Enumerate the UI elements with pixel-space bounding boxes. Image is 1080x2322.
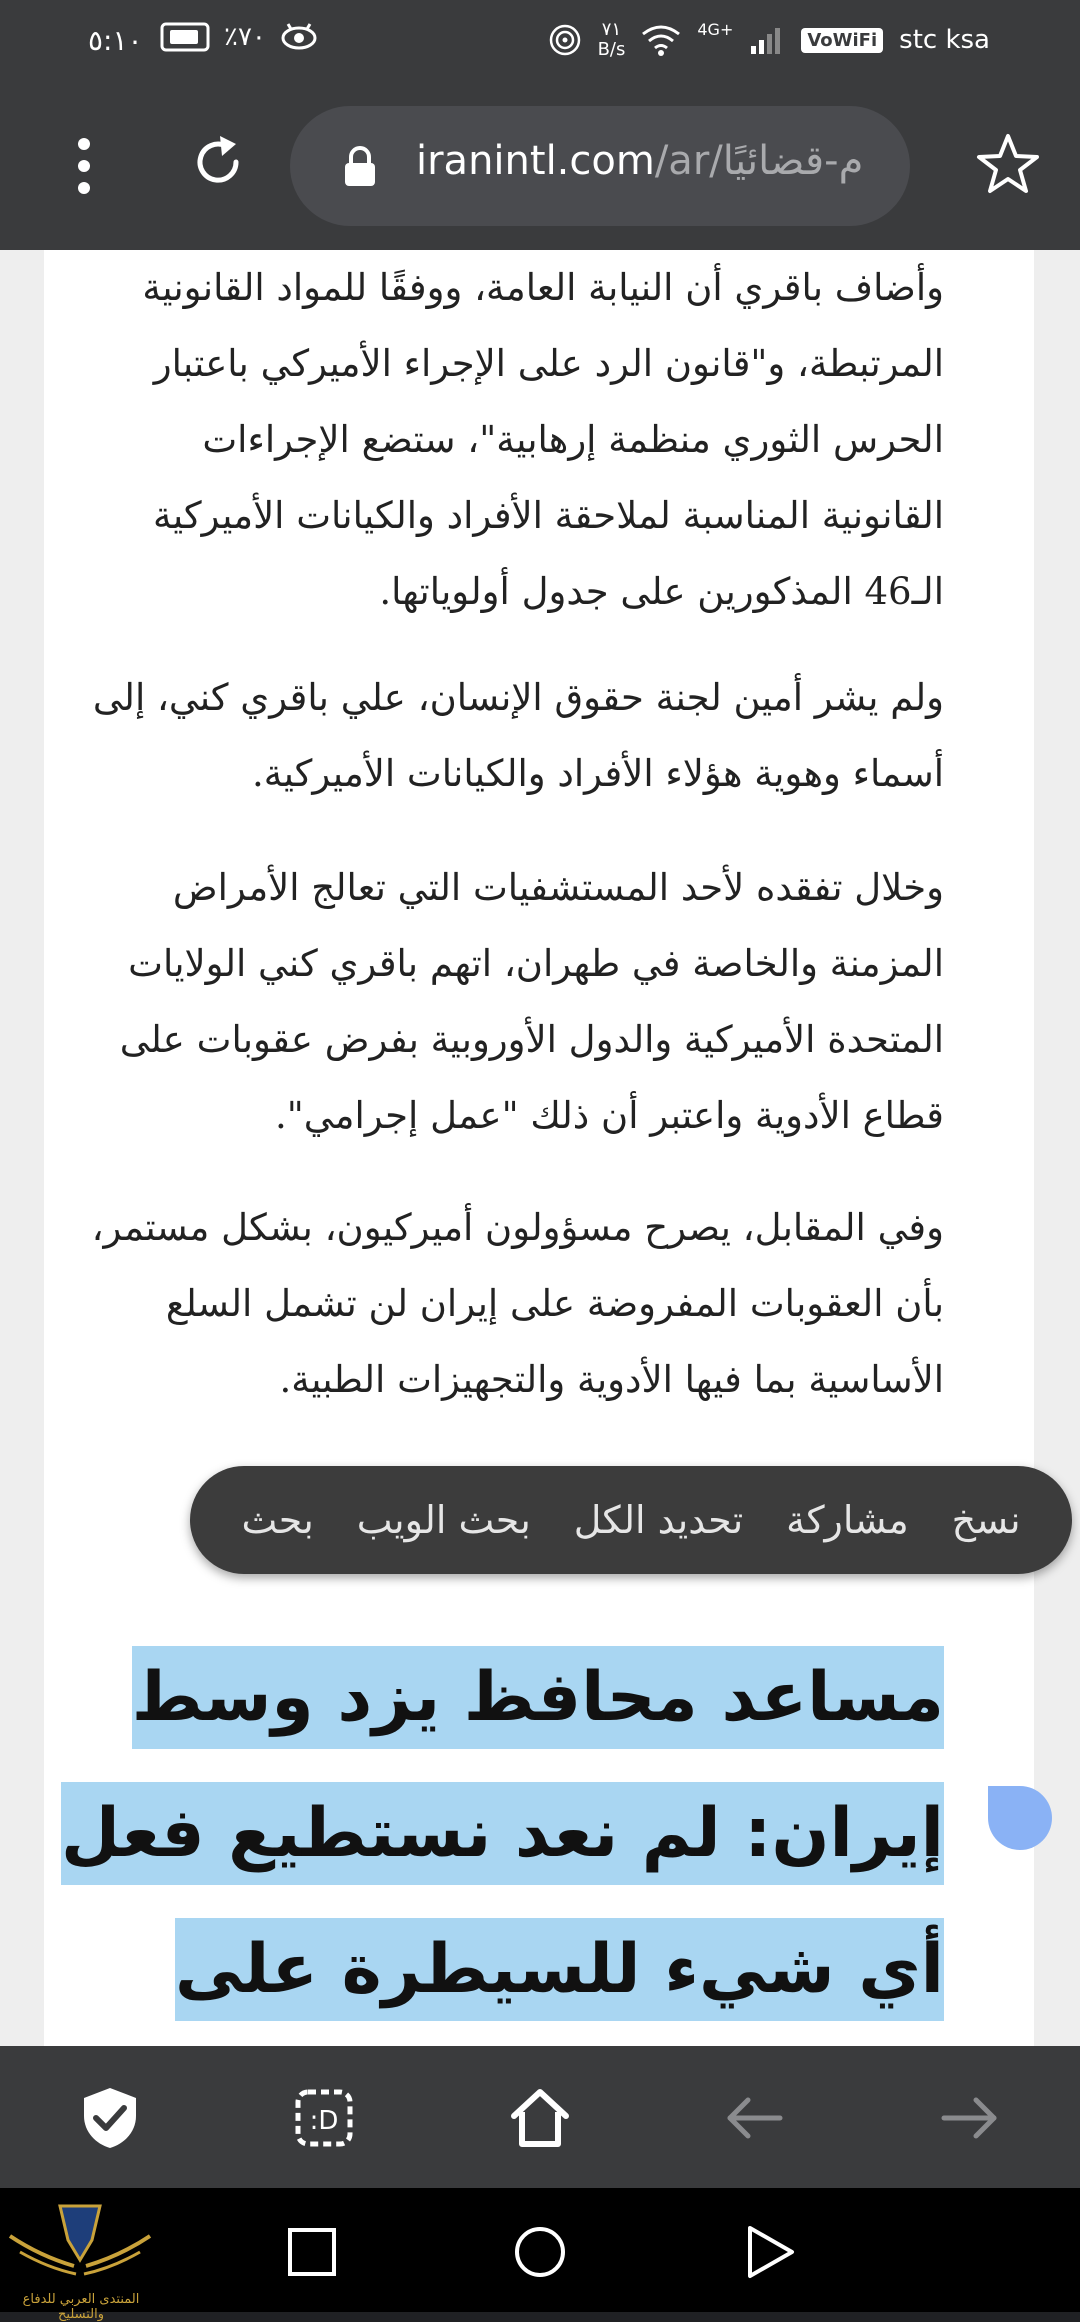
wifi-icon	[641, 24, 681, 56]
status-bar	[0, 0, 1080, 80]
more-menu-icon[interactable]	[64, 138, 104, 194]
system-navigation-bar	[0, 2188, 1080, 2312]
recents-square-icon[interactable]	[284, 2224, 340, 2280]
back-arrow-icon[interactable]	[720, 2084, 788, 2152]
browser-toolbar	[0, 80, 1080, 250]
share-button[interactable]: مشاركة	[786, 1498, 909, 1542]
network-type: 4G+	[697, 20, 734, 39]
forum-name: المنتدى العربي للدفاع والتسليح	[22, 2292, 140, 2322]
tabs-switcher-icon[interactable]	[290, 2084, 358, 2152]
address-bar[interactable]	[290, 106, 910, 226]
home-icon[interactable]	[506, 2084, 574, 2152]
home-circle-icon[interactable]	[512, 2224, 568, 2280]
url-text[interactable]	[416, 138, 863, 184]
battery-level: ٪٧٠	[224, 22, 266, 52]
shield-check-icon[interactable]	[76, 2084, 144, 2152]
article-paragraph: ولم يشر أمين لجنة حقوق الإنسان، علي باقري كني، إلى أسماء وهوية هؤلاء الأفراد والكيانات الأميركية.	[92, 676, 944, 795]
web-search-button[interactable]: بحث الويب	[356, 1498, 531, 1542]
text-selection-menu	[190, 1466, 1072, 1574]
article-paragraph: وخلال تفقده لأحد المستشفيات التي تعالج الأمراض المزمنة والخاصة في طهران، اتهم باقري كني الولايات المتحدة الأميركية والدول الأوروبية بفرض عقوبات على قطاع الأدوية واعتبر أن ذلك "عمل إجرامي".	[119, 866, 944, 1137]
url-path: /ar/م-قضائيًا	[654, 138, 864, 184]
article-body	[44, 250, 1034, 2046]
bookmark-star-icon[interactable]	[976, 132, 1040, 196]
search-button[interactable]: بحث	[241, 1498, 314, 1542]
url-domain: iranintl.com	[416, 138, 655, 184]
eye-comfort-icon	[280, 22, 318, 52]
article-paragraph: وفي المقابل، يصرح مسؤولون أميركيون، بشكل مستمر، بأن العقوبات المفروضة على إيران لن تشمل السلع الأساسية بما فيها الأدوية والتجهيزات الطبية.	[91, 1206, 944, 1401]
reload-icon[interactable]	[186, 130, 250, 194]
browser-bottom-bar	[0, 2046, 1080, 2188]
article-paragraph: وأضاف باقري أن النيابة العامة، ووفقًا للمواد القانونية المرتبطة، و"قانون الرد على الإجراء الأميركي باعتبار الحرس الثوري منظمة إرهابية"، ستضع الإجراءات القانونية المناسبة لملاحقة الأفراد والكيانات الأميركية الـ46 المذكورين على جدول أولوياتها.	[142, 266, 944, 613]
vowifi-badge: VoWiFi	[801, 28, 883, 53]
network-speed: ٧١ B/s	[597, 19, 626, 60]
copy-button[interactable]: نسخ	[951, 1498, 1021, 1542]
svg-text::D: :D	[309, 2106, 339, 2136]
web-page[interactable]	[0, 250, 1080, 2046]
forward-arrow-icon[interactable]	[936, 2084, 1004, 2152]
back-triangle-icon[interactable]	[742, 2224, 798, 2280]
screenshot-notification-icon	[160, 22, 210, 52]
hotspot-icon	[548, 23, 582, 57]
signal-icon	[749, 24, 785, 56]
forum-watermark	[0, 2196, 160, 2322]
lock-icon[interactable]	[342, 144, 378, 188]
carrier-name: stc ksa	[899, 25, 990, 55]
select-all-button[interactable]: تحديد الكل	[573, 1498, 744, 1542]
headline-text[interactable]: مساعد محافظ يزد وسط إيران: لم نعد نستطيع فعل أي شيء للسيطرة على	[61, 1646, 944, 2157]
forum-logo-icon	[0, 2196, 160, 2292]
clock: ٥:١٠	[88, 24, 143, 57]
selection-handle[interactable]	[988, 1786, 1052, 1850]
